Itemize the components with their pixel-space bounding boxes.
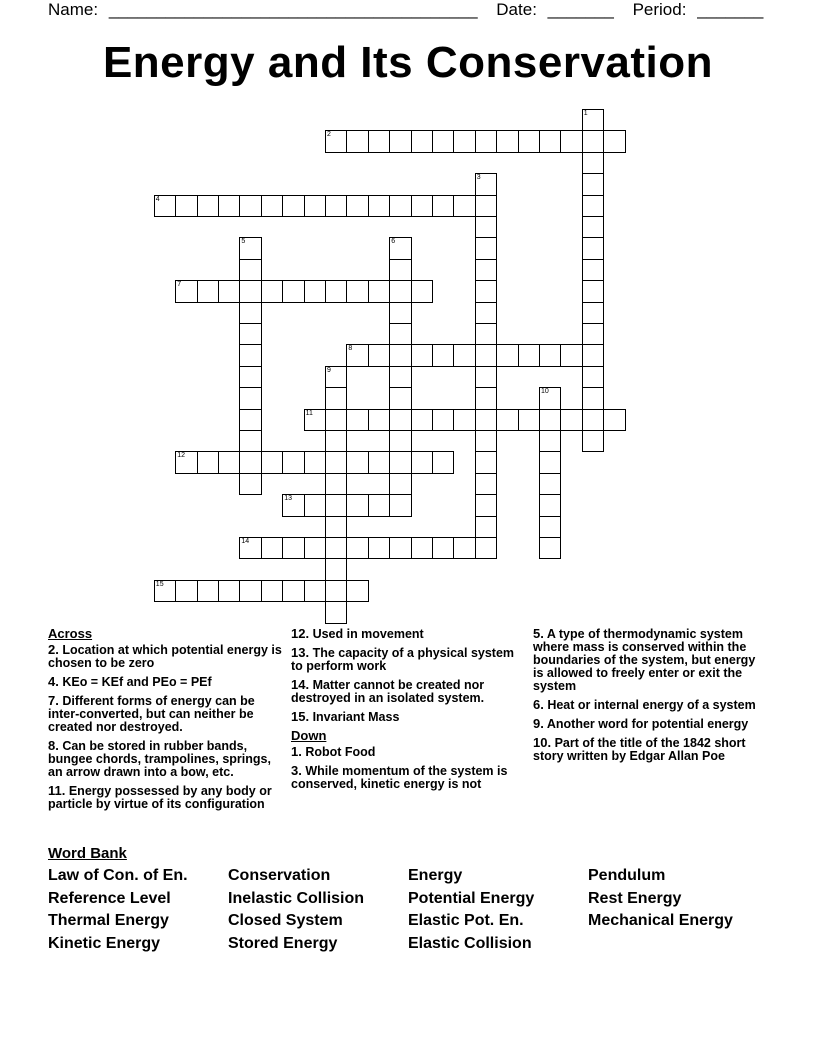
word-bank-item: Reference Level	[48, 889, 171, 907]
crossword-cell[interactable]	[411, 130, 433, 152]
crossword-cell[interactable]	[453, 409, 475, 431]
crossword-cell[interactable]	[582, 130, 604, 152]
crossword-cell[interactable]	[560, 130, 582, 152]
crossword-cell[interactable]	[432, 451, 454, 473]
crossword-cell[interactable]	[282, 494, 304, 516]
crossword-cell[interactable]	[389, 302, 411, 324]
crossword-cell[interactable]	[282, 580, 304, 602]
crossword-cell[interactable]	[368, 130, 390, 152]
crossword-cell[interactable]	[368, 409, 390, 431]
crossword-cell[interactable]	[239, 430, 261, 452]
crossword-cell[interactable]	[325, 558, 347, 580]
crossword-cell[interactable]	[368, 195, 390, 217]
crossword-cell[interactable]	[539, 387, 561, 409]
crossword-cell[interactable]	[496, 344, 518, 366]
crossword-cell[interactable]	[582, 152, 604, 174]
crossword-cell[interactable]	[389, 323, 411, 345]
crossword-cell[interactable]	[304, 280, 326, 302]
crossword-cell[interactable]	[475, 302, 497, 324]
crossword-cell[interactable]	[582, 195, 604, 217]
crossword-cell[interactable]	[261, 195, 283, 217]
crossword-cell[interactable]	[389, 409, 411, 431]
clue-across-12: 12. Used in movement	[291, 626, 424, 641]
crossword-cell[interactable]	[475, 195, 497, 217]
crossword-cell[interactable]	[346, 580, 368, 602]
word-bank-item: Inelastic Collision	[228, 889, 365, 907]
clue-across-11: 11. Energy possessed by any body or particle by virtue of its configuration	[48, 783, 272, 811]
crossword-cell[interactable]	[582, 237, 604, 259]
crossword-cell[interactable]	[582, 344, 604, 366]
crossword-cell[interactable]	[389, 130, 411, 152]
crossword-cell[interactable]	[475, 494, 497, 516]
clue-number: 6	[391, 238, 396, 246]
crossword-cell[interactable]	[475, 516, 497, 538]
crossword-cell[interactable]	[368, 451, 390, 473]
crossword-cell[interactable]	[282, 537, 304, 559]
word-bank-item: Closed System	[228, 912, 343, 929]
word-bank-item: Elastic Pot. En.	[408, 912, 524, 929]
crossword-cell[interactable]	[197, 580, 219, 602]
crossword-cell[interactable]	[389, 537, 411, 559]
crossword-cell[interactable]	[346, 130, 368, 152]
word-bank-item: Conservation	[228, 867, 331, 884]
crossword-cell[interactable]	[582, 280, 604, 302]
crossword-cell[interactable]	[304, 409, 326, 431]
clue-down-3: 3. While momentum of the system is conserved, kinetic energy is not	[291, 763, 508, 791]
crossword-cell[interactable]	[582, 323, 604, 345]
crossword-cell[interactable]	[346, 494, 368, 516]
clue-number: 2	[327, 131, 331, 139]
name-line[interactable]: _______________________________________	[108, 0, 478, 19]
down-clues-column-3	[533, 627, 768, 768]
crossword-cell[interactable]	[432, 130, 454, 152]
crossword-cell[interactable]	[218, 580, 240, 602]
crossword-cell[interactable]	[475, 237, 497, 259]
crossword-cell[interactable]	[261, 451, 283, 473]
crossword-cell[interactable]	[325, 430, 347, 452]
clue-number: 10	[541, 388, 549, 396]
crossword-cell[interactable]	[518, 409, 540, 431]
clue-down-1: 1. Robot Food	[291, 744, 376, 759]
crossword-cell[interactable]	[368, 537, 390, 559]
crossword-cell[interactable]	[389, 195, 411, 217]
crossword-cell[interactable]	[453, 195, 475, 217]
page-title: Energy and Its Conservation	[102, 38, 714, 87]
word-bank-item: Rest Energy	[588, 889, 682, 907]
crossword-cell[interactable]	[368, 494, 390, 516]
crossword-cell[interactable]	[239, 473, 261, 495]
crossword-cell[interactable]	[261, 537, 283, 559]
crossword-cell[interactable]	[411, 409, 433, 431]
crossword-cell[interactable]	[475, 259, 497, 281]
crossword-cell[interactable]	[389, 344, 411, 366]
clue-across-15: 15. Invariant Mass	[291, 709, 400, 724]
clue-number: 13	[284, 495, 292, 503]
crossword-cell[interactable]	[539, 516, 561, 538]
crossword-cell[interactable]	[304, 494, 326, 516]
word-bank-item: Elastic Collision	[408, 934, 532, 952]
crossword-cell[interactable]	[389, 280, 411, 302]
period-label: Period:	[632, 0, 687, 19]
crossword-cell[interactable]	[475, 280, 497, 302]
crossword-cell[interactable]	[325, 516, 347, 538]
crossword-cell[interactable]	[453, 130, 475, 152]
crossword-cell[interactable]	[411, 280, 433, 302]
crossword-cell[interactable]	[346, 409, 368, 431]
crossword-cell[interactable]	[539, 473, 561, 495]
crossword-cell[interactable]	[239, 409, 261, 431]
crossword-cell[interactable]	[239, 344, 261, 366]
crossword-cell[interactable]	[432, 537, 454, 559]
crossword-cell[interactable]	[603, 409, 625, 431]
crossword-cell[interactable]	[325, 601, 347, 623]
crossword-cell[interactable]	[560, 409, 582, 431]
clue-across-4: 4. KEo = KEf and PEo = PEf	[48, 674, 212, 689]
clue-across-13: 13. The capacity of a physical system to perform work	[291, 645, 515, 673]
word-bank-item: Stored Energy	[228, 934, 338, 952]
crossword-cell[interactable]	[389, 366, 411, 388]
crossword-cell[interactable]	[175, 195, 197, 217]
date-label: Date:	[496, 0, 537, 19]
word-bank-title: Word Bank	[48, 845, 127, 862]
crossword-cell[interactable]	[582, 109, 604, 131]
crossword-cell[interactable]	[582, 302, 604, 324]
word-bank-item: Mechanical Energy	[588, 912, 733, 929]
crossword-cell[interactable]	[411, 344, 433, 366]
crossword-cell[interactable]	[239, 451, 261, 473]
crossword-cell[interactable]	[518, 130, 540, 152]
clue-across-14: 14. Matter cannot be created nor destroyed in an isolated system.	[291, 677, 485, 705]
crossword-cell[interactable]	[325, 195, 347, 217]
clue-across-7: 7. Different forms of energy can be inter-converted, but can neither be created nor destroyed.	[48, 693, 255, 734]
crossword-cell[interactable]	[304, 580, 326, 602]
word-bank-item: Potential Energy	[408, 889, 535, 907]
crossword-cell[interactable]	[368, 344, 390, 366]
crossword-cell[interactable]	[432, 409, 454, 431]
date-line[interactable]: _______	[547, 0, 614, 19]
crossword-cell[interactable]	[325, 473, 347, 495]
crossword-cell[interactable]	[304, 537, 326, 559]
crossword-cell[interactable]	[239, 237, 261, 259]
crossword-cell[interactable]	[325, 494, 347, 516]
crossword-cell[interactable]	[325, 130, 347, 152]
crossword-cell[interactable]	[239, 280, 261, 302]
clue-number: 1	[583, 110, 588, 117]
crossword-cell[interactable]	[411, 451, 433, 473]
crossword-cell[interactable]	[475, 430, 497, 452]
crossword-cell[interactable]	[325, 409, 347, 431]
crossword-cell[interactable]	[197, 195, 219, 217]
crossword-cell[interactable]	[282, 280, 304, 302]
crossword-cell[interactable]	[282, 451, 304, 473]
crossword-cell[interactable]	[261, 580, 283, 602]
crossword-cell[interactable]	[539, 409, 561, 431]
clue-number: 7	[177, 281, 182, 289]
crossword-cell[interactable]	[175, 280, 197, 302]
word-bank-item: Pendulum	[588, 867, 666, 884]
crossword-cell[interactable]	[518, 344, 540, 366]
crossword-cell[interactable]	[539, 344, 561, 366]
crossword-cell[interactable]	[239, 302, 261, 324]
crossword-cell[interactable]	[411, 195, 433, 217]
crossword-cell[interactable]	[346, 280, 368, 302]
crossword-cell[interactable]	[475, 366, 497, 388]
crossword-cell[interactable]	[475, 344, 497, 366]
clue-number: 3	[476, 174, 481, 182]
period-line[interactable]: _______	[697, 0, 764, 19]
clue-across-8: 8. Can be stored in rubber bands, bungee chords, trampolines, springs, an arrow drawn into a bow, etc.	[48, 738, 271, 779]
crossword-cell[interactable]	[346, 195, 368, 217]
crossword-cell[interactable]	[346, 344, 368, 366]
clue-number: 5	[241, 238, 246, 246]
crossword-cell[interactable]	[325, 280, 347, 302]
crossword-cell[interactable]	[175, 580, 197, 602]
clue-number: 8	[348, 345, 353, 353]
crossword-cell[interactable]	[432, 195, 454, 217]
crossword-cell[interactable]	[582, 216, 604, 238]
crossword-cell[interactable]	[560, 344, 582, 366]
crossword-cell[interactable]	[539, 537, 561, 559]
crossword-cell[interactable]	[218, 451, 240, 473]
crossword-cell[interactable]	[475, 173, 497, 195]
crossword-cell[interactable]	[154, 195, 176, 217]
crossword-cell[interactable]	[304, 451, 326, 473]
crossword-cell[interactable]	[539, 451, 561, 473]
crossword-cell[interactable]	[475, 537, 497, 559]
crossword-cell[interactable]	[197, 451, 219, 473]
clue-down-5: 5. A type of thermodynamic system where mass is conserved within the boundaries of the system, but energy is allowed to freely enter or exit the system	[533, 626, 756, 693]
crossword-cell[interactable]	[582, 366, 604, 388]
word-bank-item: Law of Con. of En.	[48, 867, 188, 884]
crossword-cell[interactable]	[582, 409, 604, 431]
clue-number: 11	[305, 409, 313, 417]
clue-number: 4	[155, 195, 160, 203]
crossword-cell[interactable]	[475, 216, 497, 238]
crossword-cell[interactable]	[389, 387, 411, 409]
crossword-cell[interactable]	[325, 537, 347, 559]
clue-number: 9	[327, 366, 331, 374]
crossword-cell[interactable]	[218, 280, 240, 302]
crossword-cell[interactable]	[496, 130, 518, 152]
word-bank-item: Energy	[408, 867, 463, 884]
crossword-cell[interactable]	[389, 430, 411, 452]
crossword-cell[interactable]	[239, 323, 261, 345]
crossword-cell[interactable]	[432, 344, 454, 366]
crossword-cell[interactable]	[197, 280, 219, 302]
clue-number: 12	[177, 452, 185, 460]
crossword-cell[interactable]	[154, 580, 176, 602]
crossword-cell[interactable]	[389, 494, 411, 516]
crossword-cell[interactable]	[239, 580, 261, 602]
across-clues-column-1	[48, 627, 283, 816]
word-bank-item: Thermal Energy	[48, 912, 169, 929]
crossword-cell[interactable]	[539, 494, 561, 516]
clue-down-10: 10. Part of the title of the 1842 short story written by Edgar Allan Poe	[533, 735, 746, 763]
crossword-cell[interactable]	[389, 259, 411, 281]
crossword-cell[interactable]	[475, 387, 497, 409]
clue-number: 15	[155, 580, 164, 588]
crossword-cell[interactable]	[539, 130, 561, 152]
crossword-cell[interactable]	[325, 451, 347, 473]
crossword-cell[interactable]	[475, 451, 497, 473]
clue-down-9: 9. Another word for potential energy	[533, 716, 749, 731]
crossword-cell[interactable]	[453, 344, 475, 366]
crossword-cell[interactable]	[475, 409, 497, 431]
crossword-cell[interactable]	[325, 387, 347, 409]
crossword-cell[interactable]	[368, 280, 390, 302]
crossword-cell[interactable]	[346, 537, 368, 559]
crossword-cell[interactable]	[282, 195, 304, 217]
crossword-cell[interactable]	[239, 195, 261, 217]
across-heading: Across	[48, 626, 93, 641]
crossword-cell[interactable]	[453, 537, 475, 559]
crossword-cell[interactable]	[539, 430, 561, 452]
clue-across-2: 2. Location at which potential energy is chosen to be zero	[48, 642, 282, 670]
crossword-cell[interactable]	[389, 451, 411, 473]
crossword-cell[interactable]	[475, 323, 497, 345]
crossword-cell[interactable]	[239, 366, 261, 388]
crossword-cell[interactable]	[325, 366, 347, 388]
word-bank	[48, 867, 788, 953]
down-heading: Down	[291, 728, 327, 743]
crossword-cell[interactable]	[239, 259, 261, 281]
crossword-cell[interactable]	[411, 537, 433, 559]
crossword-cell[interactable]	[475, 130, 497, 152]
crossword-cell[interactable]	[389, 473, 411, 495]
crossword-cell[interactable]	[346, 451, 368, 473]
crossword-cell[interactable]	[325, 580, 347, 602]
crossword-cell[interactable]	[218, 195, 240, 217]
clue-down-6: 6. Heat or internal energy of a system	[533, 697, 756, 712]
crossword-cell[interactable]	[239, 537, 261, 559]
crossword-cell[interactable]	[175, 451, 197, 473]
crossword-cell[interactable]	[582, 387, 604, 409]
crossword-cell[interactable]	[304, 195, 326, 217]
crossword-cell[interactable]	[582, 259, 604, 281]
crossword-cell[interactable]	[582, 430, 604, 452]
crossword-cell[interactable]	[475, 473, 497, 495]
crossword-cell[interactable]	[389, 237, 411, 259]
name-label: Name:	[48, 0, 99, 19]
crossword-cell[interactable]	[239, 387, 261, 409]
crossword-cell[interactable]	[582, 173, 604, 195]
crossword-cell[interactable]	[603, 130, 625, 152]
crossword-cell[interactable]	[496, 409, 518, 431]
crossword-cell[interactable]	[261, 280, 283, 302]
clues-column-2	[291, 627, 516, 796]
word-bank-item: Kinetic Energy	[48, 934, 161, 952]
clue-number: 14	[241, 538, 250, 545]
